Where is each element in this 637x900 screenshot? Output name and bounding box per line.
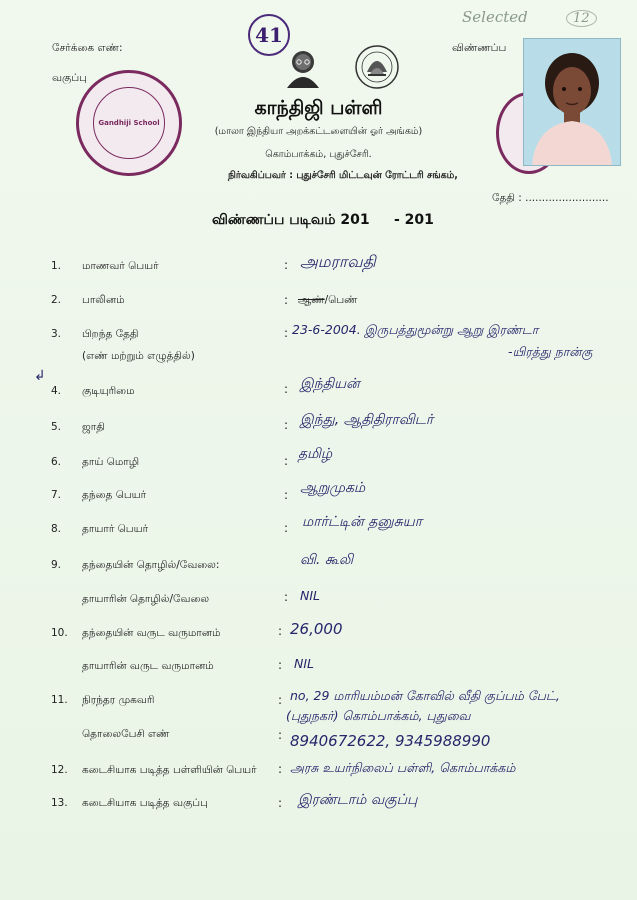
mother-tongue-value[interactable]: தமிழ் bbox=[298, 446, 333, 462]
field-number: 7. bbox=[51, 489, 62, 501]
mother-name-value[interactable]: மார்ட்டின் தனுசுயா bbox=[302, 514, 423, 530]
mother-name-label: தாயார் பெயர் bbox=[82, 523, 149, 535]
field-number: 4. bbox=[51, 385, 62, 397]
last-school-label: கடைசியாக படித்த பள்ளியின் பெயர் bbox=[82, 764, 257, 776]
permanent-address-label: நிரந்தர முகவரி bbox=[82, 694, 155, 706]
field-number: 12. bbox=[51, 764, 68, 776]
school-subtitle: (மாலா இந்தியா அறக்கட்டளையின் ஓர் அங்கம்) bbox=[214, 126, 423, 137]
mother-income-value[interactable]: NIL bbox=[294, 656, 315, 671]
separator-colon: : bbox=[284, 258, 289, 272]
separator-colon: : bbox=[278, 796, 283, 810]
lotus-emblem-icon bbox=[354, 44, 398, 88]
field-number: 6. bbox=[51, 456, 62, 468]
selected-number: 12 bbox=[566, 10, 597, 27]
gender-option-selected: /பெண் bbox=[324, 294, 358, 306]
mother-occupation-value[interactable]: NIL bbox=[300, 588, 321, 603]
date-label: தேதி : ......................... bbox=[492, 192, 609, 204]
mother-occupation-label: தாயாரின் தொழில்/வேலை bbox=[82, 593, 210, 605]
address-line2-value: (புதுநகர்) கொம்பாக்கம், புதுவை bbox=[286, 708, 471, 723]
citizenship-label: குடியுரிமை bbox=[82, 385, 135, 397]
citizenship-value[interactable]: இந்தியன் bbox=[300, 376, 360, 392]
school-managed-by: நிர்வகிப்பவர் : புதுச்சேரி மிட்டவுன் ரோட்டரி சங்கம், bbox=[228, 170, 458, 181]
gender-option-struck: ஆண் bbox=[298, 294, 325, 306]
separator-colon: : bbox=[284, 521, 289, 535]
father-occupation-label: தந்தையின் தொழில்/வேலை: bbox=[82, 559, 220, 571]
mother-tongue-label: தாய் மொழி bbox=[82, 456, 140, 468]
field-number: 13. bbox=[51, 797, 68, 809]
field-number: 8. bbox=[51, 523, 62, 535]
school-name: காந்திஜி பள்ளி bbox=[254, 97, 383, 119]
father-name-value[interactable]: ஆறுமுகம் bbox=[300, 480, 366, 496]
field-number: 10. bbox=[51, 627, 68, 639]
form-title: விண்ணப்ப படிவம் 201 - 201 bbox=[212, 212, 434, 228]
field-number: 9. bbox=[51, 559, 62, 571]
dob-value-line2: -யிரத்து நான்கு bbox=[508, 344, 593, 359]
gandhi-portrait-icon bbox=[281, 44, 325, 88]
father-occupation-value[interactable]: வி. கூலி bbox=[300, 552, 354, 568]
school-location: கொம்பாக்கம், புதுச்சேரி. bbox=[265, 149, 372, 160]
student-name-label: மாணவர் பெயர் bbox=[82, 260, 159, 272]
field-number: 11. bbox=[51, 694, 68, 706]
seal-text: Gandhiji School bbox=[98, 119, 160, 127]
student-photo bbox=[523, 38, 621, 166]
dob-label: பிறந்த தேதி bbox=[82, 328, 139, 340]
phone-value[interactable]: 8940672622, 9345988990 bbox=[290, 732, 491, 750]
circled-number: 41 bbox=[248, 14, 290, 56]
application-number-label: விண்ணப்ப bbox=[452, 42, 507, 54]
father-name-label: தந்தை பெயர் bbox=[82, 489, 147, 501]
last-class-value[interactable]: இரண்டாம் வகுப்பு bbox=[298, 792, 418, 808]
separator-colon: : bbox=[278, 693, 283, 707]
field-number: 3. bbox=[51, 328, 62, 340]
separator-colon: : bbox=[284, 590, 289, 604]
gender-label: பாலினம் bbox=[82, 294, 125, 306]
dob-sub-label: (எண் மற்றும் எழுத்தில்) bbox=[82, 350, 195, 362]
separator-colon: : bbox=[278, 624, 283, 638]
check-mark-icon: ↲ bbox=[34, 368, 46, 384]
phone-label: தொலைபேசி எண் bbox=[82, 728, 170, 740]
address-line1-value[interactable]: no, 29 மாரியம்மன் கோவில் வீதி குப்பம் பேட், bbox=[290, 688, 560, 703]
separator-colon: : bbox=[284, 326, 289, 340]
last-school-value[interactable]: அரசு உயர்நிலைப் பள்ளி, கொம்பாக்கம் bbox=[290, 760, 516, 775]
caste-value[interactable]: இந்து, ஆதிதிராவிடர் bbox=[300, 412, 434, 428]
separator-colon: : bbox=[284, 418, 289, 432]
separator-colon: : bbox=[284, 454, 289, 468]
field-number: 1. bbox=[51, 260, 62, 272]
field-number: 2. bbox=[51, 294, 62, 306]
separator-colon: : bbox=[284, 293, 289, 307]
admission-number-label: சேர்க்கை எண்: bbox=[52, 42, 123, 54]
separator-colon: : bbox=[278, 658, 283, 672]
last-class-label: கடைசியாக படித்த வகுப்பு bbox=[82, 797, 208, 809]
caste-label: ஜாதி bbox=[82, 421, 105, 433]
separator-colon: : bbox=[278, 728, 283, 742]
father-income-value[interactable]: 26,000 bbox=[290, 620, 343, 638]
class-label: வகுப்பு bbox=[52, 72, 87, 84]
mother-income-label: தாயாரின் வருட வருமானம் bbox=[82, 660, 214, 672]
field-number: 5. bbox=[51, 421, 62, 433]
gender-value[interactable] bbox=[298, 294, 358, 307]
separator-colon: : bbox=[284, 488, 289, 502]
dob-value[interactable]: 23-6-2004. இருபத்துமூன்று ஆறு இரண்டா bbox=[292, 322, 539, 337]
selected-note: Selected bbox=[462, 8, 528, 26]
father-income-label: தந்தையின் வருட வருமானம் bbox=[82, 627, 221, 639]
separator-colon: : bbox=[284, 382, 289, 396]
student-name-value[interactable]: அமராவதி bbox=[300, 252, 376, 271]
separator-colon: : bbox=[278, 762, 283, 776]
